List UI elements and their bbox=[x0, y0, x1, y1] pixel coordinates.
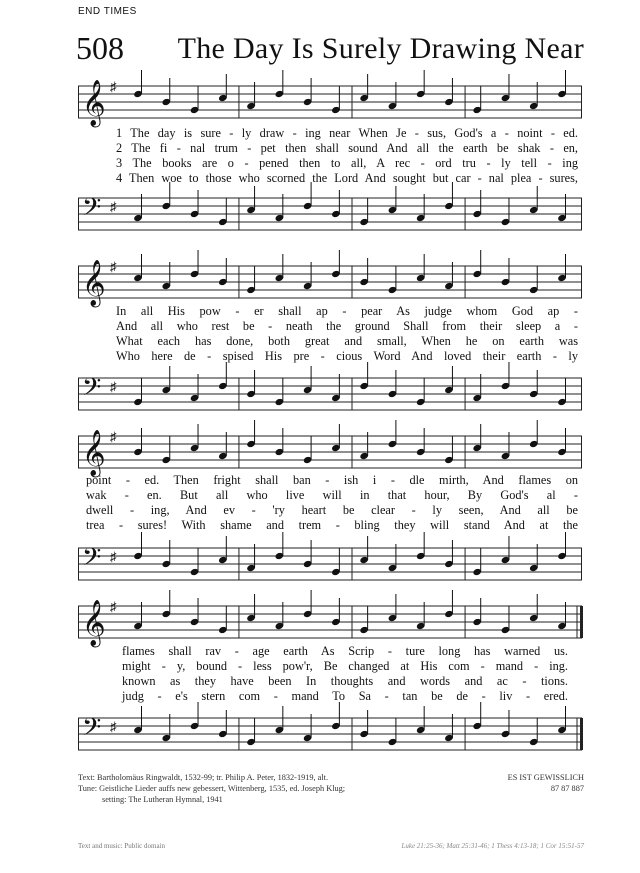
treble-staff bbox=[78, 78, 582, 128]
treble-staff bbox=[78, 258, 582, 308]
scripture-references: Luke 21:25-36; Matt 25:31-46; 1 Thess 4:13-18; 1 Cor 15:51-57 bbox=[401, 842, 584, 850]
bass-clef-icon: 𝄢 bbox=[82, 713, 102, 748]
key-signature-sharp-icon: ♯ bbox=[110, 79, 117, 94]
setting-credit: setting: The Lutheran Hymnal, 1941 bbox=[102, 795, 223, 804]
copyright-note: Text and music: Public domain bbox=[78, 842, 165, 850]
verse-4-line: Who here de - spised His pre - cious Word And loved their earth - ly bbox=[116, 349, 578, 363]
key-signature-sharp-icon: ♯ bbox=[110, 259, 117, 274]
treble-clef-icon: 𝄞 bbox=[82, 80, 106, 126]
bass-clef-icon: 𝄢 bbox=[82, 193, 102, 228]
bass-clef-icon: 𝄢 bbox=[82, 373, 102, 408]
verse-1-line: In all His pow - er shall ap - pear As judge whom God ap - bbox=[116, 304, 578, 318]
lyrics-block bbox=[86, 473, 578, 533]
verse-1-line: 1 The day is sure - ly draw - ing near When Je - sus, God's a - noint - ed. bbox=[116, 126, 578, 140]
music-system-4 bbox=[78, 598, 582, 768]
treble-clef-icon: 𝄞 bbox=[82, 260, 106, 306]
treble-clef-icon: 𝄞 bbox=[82, 430, 106, 476]
bass-staff bbox=[78, 710, 582, 760]
verse-3-line: What each has done, both great and small, When he on earth was bbox=[116, 334, 578, 348]
text-credit: Text: Bartholomäus Ringwaldt, 1532-99; tr. Philip A. Peter, 1832-1919, alt. bbox=[78, 773, 329, 782]
verse-4-line: trea - sures! With shame and trem - bling they will stand And at the bbox=[86, 518, 578, 532]
treble-staff bbox=[78, 428, 582, 478]
lyrics-block bbox=[116, 126, 578, 186]
key-signature-sharp-icon: ♯ bbox=[110, 379, 117, 394]
key-signature-sharp-icon: ♯ bbox=[110, 599, 117, 614]
bass-staff bbox=[78, 190, 582, 240]
bass-staff bbox=[78, 540, 582, 590]
music-system-2 bbox=[78, 258, 582, 428]
verse-4-line: 4 Then woe to those who scorned the Lord And sought but car - nal plea - sures, bbox=[116, 171, 578, 185]
lyrics-block bbox=[122, 644, 568, 704]
hymn-number: 508 bbox=[76, 30, 124, 66]
credits bbox=[78, 772, 345, 805]
verse-3-line: 3 The books are o - pened then to all, A rec - ord tru - ly tell - ing bbox=[116, 156, 578, 170]
bass-clef-icon: 𝄢 bbox=[82, 543, 102, 578]
key-signature-sharp-icon: ♯ bbox=[110, 429, 117, 444]
key-signature-sharp-icon: ♯ bbox=[110, 719, 117, 734]
verse-2-line: And all who rest be - neath the ground Shall from their sleep a - bbox=[116, 319, 578, 333]
verse-2-line: wak - en. But all who live will in that hour, By God's al - bbox=[86, 488, 578, 502]
key-signature-sharp-icon: ♯ bbox=[110, 549, 117, 564]
key-signature-sharp-icon: ♯ bbox=[110, 199, 117, 214]
verse-2-line: 2 The fi - nal trum - pet then shall sound And all the earth be shak - en, bbox=[116, 141, 578, 155]
lyrics-block bbox=[116, 304, 578, 364]
verse-1-line: point - ed. Then fright shall ban - ish i - dle mirth, And flames on bbox=[86, 473, 578, 487]
music-system-3 bbox=[78, 428, 582, 598]
bass-staff bbox=[78, 370, 582, 420]
music-system-1 bbox=[78, 78, 582, 248]
verse-2-line: might - y, bound - less pow'r, Be changed at His com - mand - ing. bbox=[122, 659, 568, 673]
tune-name: ES IST GEWISSLICH bbox=[507, 773, 584, 782]
treble-clef-icon: 𝄞 bbox=[82, 600, 106, 646]
verse-3-line: known as they have been In thoughts and words and ac - tions. bbox=[122, 674, 568, 688]
tune-info bbox=[508, 772, 584, 794]
verse-1-line: flames shall rav - age earth As Scrip - ture long has warned us. bbox=[122, 644, 568, 658]
verse-4-line: judg - e's stern com - mand To Sa - tan be de - liv - ered. bbox=[122, 689, 568, 703]
verse-3-line: dwell - ing, And ev - 'ry heart be clear - ly seen, And all be bbox=[86, 503, 578, 517]
meter: 87 87 887 bbox=[550, 784, 584, 793]
tune-credit: Tune: Geistliche Lieder auffs new gebessert, Wittenberg, 1535, ed. Joseph Klug; bbox=[78, 784, 346, 793]
hymn-title: The Day Is Surely Drawing Near bbox=[177, 32, 584, 65]
section-label: END TIMES bbox=[78, 6, 137, 17]
treble-staff bbox=[78, 598, 582, 648]
